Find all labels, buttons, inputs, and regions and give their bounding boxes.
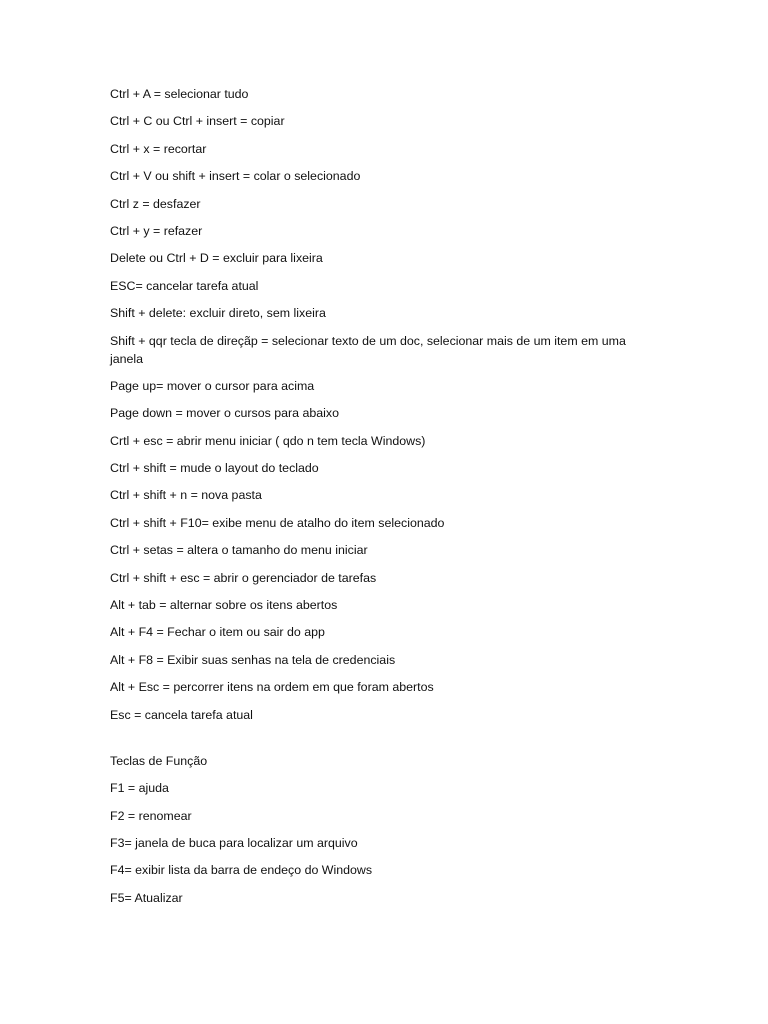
paragraph-spacer [110,733,655,752]
function-key-line: F2 = renomear [110,808,192,823]
shortcut-line: Ctrl + shift + F10= exibe menu de atalho do item selecionado [110,515,445,530]
section-heading: Teclas de Função [110,753,208,768]
function-key-line: F4= exibir lista da barra de endeço do Windows [110,863,373,878]
shortcut-line: Ctrl + A = selecionar tudo [110,87,249,101]
shortcut-line: Shift + qqr tecla de direçãp = selecionar texto de um doc, selecionar mais de um item em uma janela [110,333,626,366]
shortcut-line: Alt + Esc = percorrer itens na ordem em que foram abertos [110,680,434,695]
shortcut-line: ESC= cancelar tarefa atual [110,278,259,293]
function-key-line: F3= janela de buca para localizar um arquivo [110,835,358,850]
shortcut-line: Alt + F4 = Fechar o item ou sair do app [110,625,325,640]
shortcut-line: Ctrl z = desfazer [110,196,201,211]
document-body [110,85,655,916]
shortcut-line: Ctrl + x = recortar [110,141,207,156]
shortcut-line: Page down = mover o cursos para abaixo [110,406,340,421]
shortcut-line: Ctrl + shift + esc = abrir o gerenciador de tarefas [110,570,377,585]
shortcut-line: Crtl + esc = abrir menu iniciar ( qdo n tem tecla Windows) [110,433,426,448]
shortcut-line: Ctrl + C ou Ctrl + insert = copiar [110,114,285,129]
shortcut-line: Page up= mover o cursor para acima [110,378,315,393]
shortcut-line: Shift + delete: excluir direto, sem lixeira [110,306,326,321]
function-key-line: F1 = ajuda [110,781,169,796]
shortcut-line: Delete ou Ctrl + D = excluir para lixeira [110,251,323,266]
shortcut-line: Esc = cancela tarefa atual [110,707,253,722]
shortcut-line: Alt + tab = alternar sobre os itens abertos [110,598,338,613]
function-key-line: F5= Atualizar [110,890,183,905]
shortcut-line: Ctrl + shift + n = nova pasta [110,488,262,503]
shortcut-line: Ctrl + setas = altera o tamanho do menu iniciar [110,543,368,558]
shortcut-line: Ctrl + y = refazer [110,223,203,238]
shortcut-line: Alt + F8 = Exibir suas senhas na tela de credenciais [110,652,396,667]
shortcut-line: Ctrl + V ou shift + insert = colar o selecionado [110,169,361,184]
shortcut-line: Ctrl + shift = mude o layout do teclado [110,461,319,476]
